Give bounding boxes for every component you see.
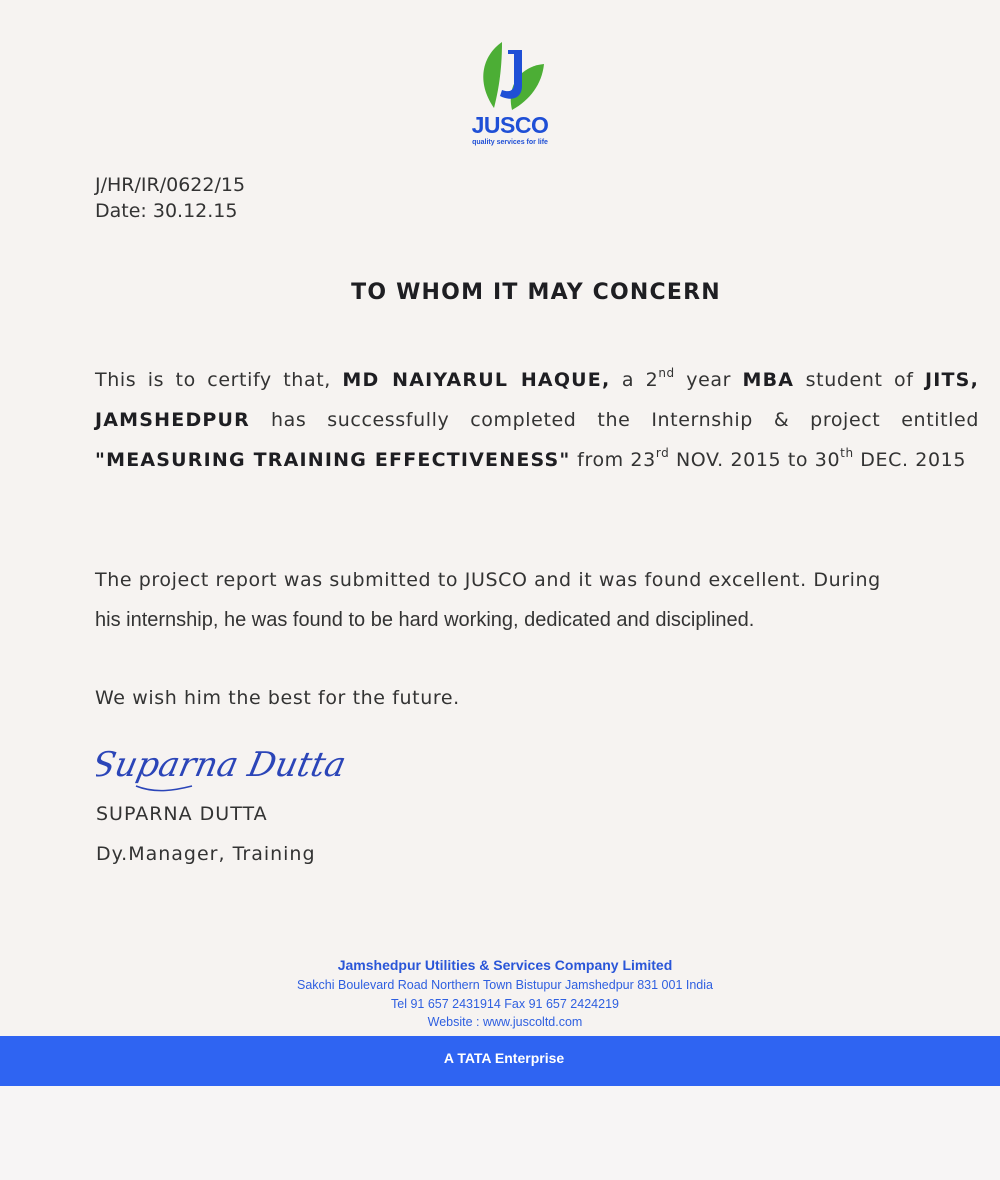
- reference-block: [95, 172, 245, 224]
- text-segment: student of: [794, 369, 925, 391]
- jusco-leaf-logo-icon: [472, 40, 548, 112]
- footer-brand-bar: [0, 1036, 1000, 1086]
- student-name: MD NAIYARUL HAQUE,: [342, 369, 611, 391]
- signatory-title: Dy.Manager, Training: [96, 843, 316, 865]
- letter-heading: TO WHOM IT MAY CONCERN: [351, 280, 721, 305]
- page-bottom-margin: [0, 1086, 1000, 1180]
- ordinal-suffix: nd: [658, 366, 675, 380]
- project-title: "MEASURING TRAINING EFFECTIVENESS": [95, 449, 571, 471]
- logo-tagline: quality services for life: [472, 139, 548, 146]
- degree: MBA: [742, 369, 795, 391]
- logo-wordmark: JUSCO: [471, 112, 549, 138]
- text-segment: from 23: [570, 449, 656, 471]
- footer-contact: Tel 91 657 2431914 Fax 91 657 2424219: [391, 997, 619, 1011]
- svg-text:Suparna Dutta: Suparna Dutta: [96, 745, 350, 785]
- letter-date: Date: 30.12.15: [95, 200, 238, 222]
- evaluation-paragraph: [95, 560, 979, 640]
- company-logo: [460, 40, 560, 152]
- text-segment: This is to certify that,: [95, 369, 343, 391]
- evaluation-line-2: his internship, he was found to be hard working, dedicated and disciplined.: [95, 609, 755, 631]
- ordinal-suffix: rd: [655, 446, 670, 460]
- text-segment: has successfully completed the Internship & project entitled: [250, 409, 979, 431]
- evaluation-line-1: The project report was submitted to JUSCO and it was found excellent. During: [95, 569, 881, 591]
- text-segment: a 2: [610, 369, 659, 391]
- footer-website: Website : www.juscoltd.com: [427, 1015, 583, 1029]
- footer-company-name: Jamshedpur Utilities & Services Company Limited: [337, 957, 673, 973]
- handwritten-signature: [96, 728, 396, 802]
- closing-wish: We wish him the best for the future.: [95, 687, 460, 709]
- footer-address: Sakchi Boulevard Road Northern Town Bistupur Jamshedpur 831 001 India: [297, 978, 713, 992]
- ordinal-suffix: th: [840, 446, 854, 460]
- text-segment: NOV. 2015 to 30: [669, 449, 841, 471]
- text-segment: DEC. 2015: [853, 449, 967, 471]
- institute-name: JITS, JAMSHEDPUR: [95, 369, 979, 431]
- text-segment: year: [674, 369, 743, 391]
- signatory-name: SUPARNA DUTTA: [96, 803, 268, 825]
- tata-enterprise-label: A TATA Enterprise: [443, 1050, 565, 1066]
- certification-paragraph: [95, 360, 979, 480]
- reference-number: J/HR/IR/0622/15: [95, 174, 246, 196]
